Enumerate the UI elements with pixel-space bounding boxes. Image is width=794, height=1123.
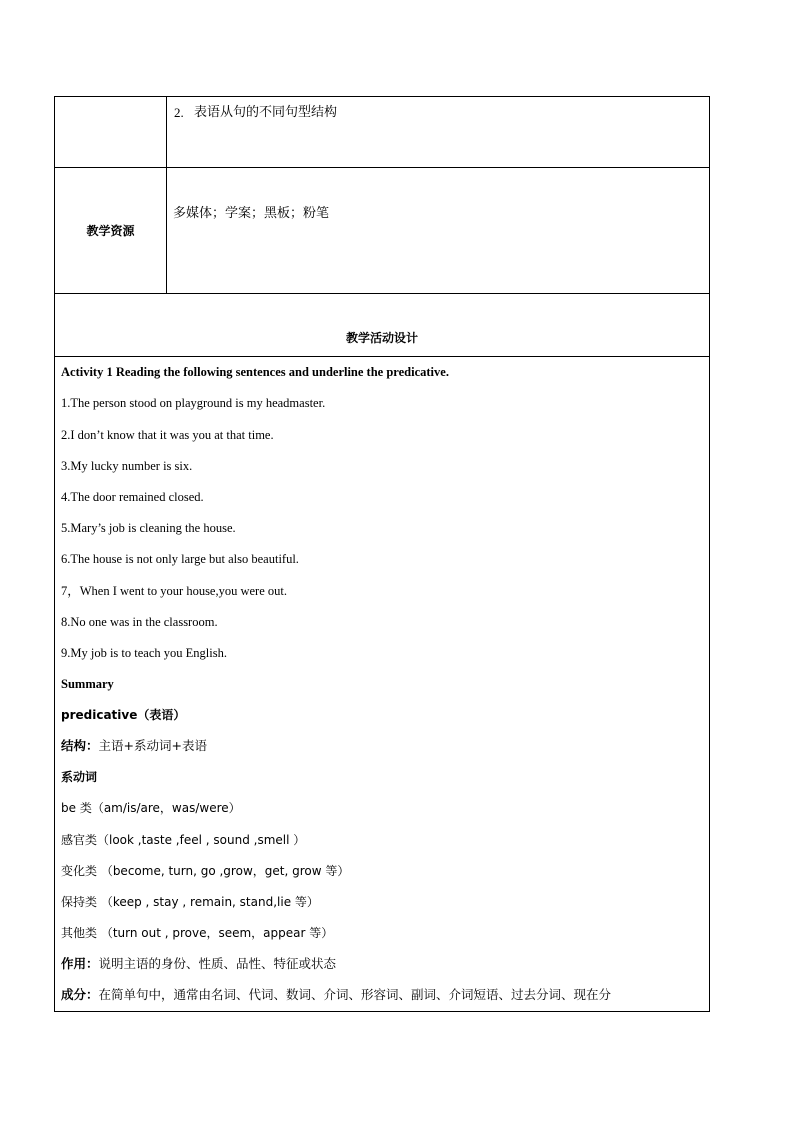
resources-label: 教学资源 [86,224,135,238]
row1-text: 表语从句的不同句型结构 [194,105,338,120]
verb-type-other: 其他类 （turn out , prove，seem，appear 等） [61,926,334,940]
column-divider [166,97,167,168]
structure-text: 主语+系动词+表语 [98,738,207,753]
sentence-5: 5.Mary’s job is cleaning the house. [61,521,236,535]
verb-type-change: 变化类 （become, turn, go ,grow，get, grow 等） [61,864,350,878]
table-row-structure [55,97,709,168]
function-line [61,956,336,972]
component-label: 成分： [61,987,99,1002]
list-number: 2. [174,105,184,120]
sentence-9: 9.My job is to teach you English. [61,646,227,660]
sentence-7: 7，When I went to your house,you were out. [61,584,287,598]
sentence-4: 4.The door remained closed. [61,490,204,504]
verb-type-be: be 类（am/is/are，was/were） [61,801,241,815]
linking-verbs-title: 系动词 [61,770,98,784]
table-row-activity-heading [55,294,709,357]
sentence-2: 2.I don’t know that it was you at that time. [61,428,274,442]
column-divider [166,168,167,294]
structure-label: 结构： [61,738,99,753]
component-text: 在简单句中，通常由名词、代词、数词、介词、形容词、副词、介词短语、过去分词、现在分 [98,987,612,1002]
sentence-3: 3.My lucky number is six. [61,459,193,473]
function-text: 说明主语的身份、性质、品性、特征或状态 [98,956,337,971]
activity-content [55,357,709,1011]
resources-text: 多媒体；学案；黑板；粉笔 [173,206,330,221]
component-line [61,987,611,1003]
lesson-plan-table [54,96,710,1012]
function-label: 作用： [61,956,99,971]
sentence-8: 8.No one was in the classroom. [61,615,218,629]
sentence-6: 6.The house is not only large but also beautiful. [61,552,299,566]
table-row-resources [55,168,709,294]
sentence-1: 1.The person stood on playground is my headmaster. [61,396,326,410]
activity-title: Activity 1 Reading the following sentences and underline the predicative. [61,365,449,379]
summary-heading: Summary [61,677,114,691]
verb-type-keep: 保持类 （keep , stay , remain, stand,lie 等） [61,895,319,909]
structure-line [61,738,207,754]
predicative-title: predicative（表语） [61,708,186,722]
activity-design-heading: 教学活动设计 [345,331,418,345]
verb-type-sense: 感官类（look ,taste ,feel , sound ,smell ） [61,833,306,847]
